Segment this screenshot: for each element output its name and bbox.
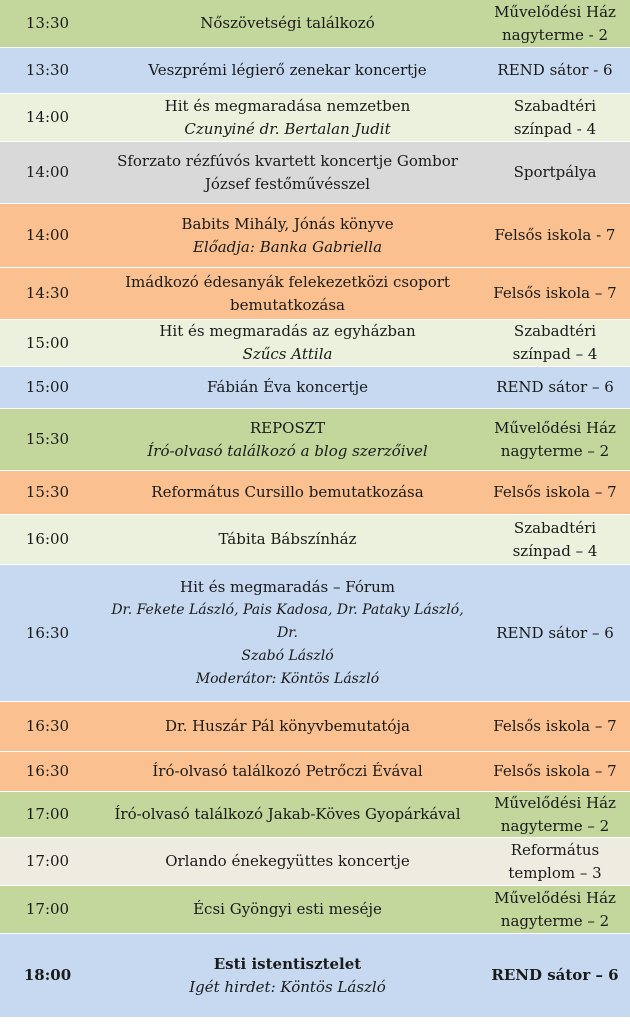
venue-line: Szabadtéri [513,518,597,537]
table-row [0,367,630,409]
event-time: 14:00 [25,163,70,181]
venue-cell [480,964,630,987]
event-cell [95,213,480,259]
venue-line: Művelődési Ház [494,418,616,437]
table-row [0,0,630,48]
event-detail-line: Dr. Fekete László, Pais Kadosa, Dr. Pataky László, Dr. [111,601,464,641]
venue-cell [480,59,630,82]
venue-cell [480,792,630,838]
venue-cell [480,320,630,366]
event-time: 14:00 [25,108,70,126]
venue-cell [480,760,630,783]
table-row [0,471,630,515]
table-row [0,409,630,471]
event-cell [95,320,480,366]
venue-line: Sportpálya [513,163,597,181]
venue-line: Szabadtéri [513,322,597,340]
event-title: Babits Mihály, Jónás könyve [181,214,394,233]
event-title-line: Imádkozó édesanyák felekezetközi csoport [125,272,450,291]
venue-cell [480,839,630,885]
venue-cell [480,517,630,563]
event-cell [95,59,480,82]
venue-cell [480,282,630,305]
event-time: 18:00 [23,966,72,984]
event-title: Hit és megmaradása nemzetben [164,96,411,115]
table-row [0,886,630,934]
event-cell [95,150,480,196]
event-cell [95,528,480,551]
event-title-line: Sforzato rézfúvós kvartett koncertje Gombor [117,151,458,170]
event-cell [95,576,480,691]
venue-cell [480,376,630,399]
event-cell [95,417,480,463]
event-title: Orlando énekegyüttes koncertje [165,852,410,870]
event-time: 16:00 [25,530,70,548]
table-row [0,792,630,838]
event-title: Református Cursillo bemutatkozása [151,483,424,501]
venue-line: Református [510,840,600,859]
venue-line: Felsős iskola – 7 [493,483,617,501]
event-cell [95,12,480,35]
event-time: 17:00 [25,852,70,870]
event-cell [95,898,480,921]
venue-cell [480,481,630,504]
event-title: Nőszövetségi találkozó [200,14,375,32]
table-row [0,565,630,702]
table-row [0,838,630,886]
event-cell [95,850,480,873]
event-title: Dr. Huszár Pál könyvbemutatója [165,717,410,735]
venue-line: nagyterme – 2 [500,441,610,460]
venue-line: nagyterme – 2 [500,911,610,930]
event-title: Tábita Bábszínház [218,530,357,548]
venue-line: Művelődési Ház [494,2,616,21]
venue-line: Felsős iskola – 7 [493,717,617,735]
event-detail-line: Szabó László [241,647,334,664]
venue-line: templom – 3 [508,863,602,882]
event-title: Veszprémi légierő zenekar koncertje [148,61,427,79]
event-subtitle: Író-olvasó találkozó a blog szerzőivel [147,441,428,460]
venue-line: REND sátor – 6 [496,623,614,642]
table-row [0,204,630,268]
venue-line: Felsős iskola – 7 [493,762,617,780]
table-row [0,268,630,320]
event-subtitle: Igét hirdet: Köntös László [189,977,386,996]
venue-line: REND sátor - 6 [497,61,613,79]
venue-cell [480,161,630,184]
table-row [0,934,630,1018]
venue-cell [480,887,630,933]
event-subtitle: Szűcs Attila [242,345,333,363]
venue-line: REND sátor – 6 [491,966,619,984]
table-row [0,702,630,752]
event-title: Író-olvasó találkozó Petrőczi Évával [152,762,423,780]
event-cell [95,760,480,783]
event-title: Író-olvasó találkozó Jakab-Köves Gyopárkával [114,805,461,823]
event-title: REPOSZT [249,418,326,437]
venue-line: Szabadtéri [513,96,597,115]
event-time: 17:00 [25,805,70,823]
venue-line: Művelődési Ház [494,793,616,812]
venue-line: Felsős iskola - 7 [494,226,616,244]
event-title-line: bemutatkozása [230,295,345,314]
event-time: 16:30 [25,717,70,735]
venue-cell [480,224,630,247]
event-cell [95,271,480,317]
event-time: 13:30 [25,61,70,79]
table-row [0,752,630,792]
event-time: 16:30 [25,623,70,642]
venue-cell [480,715,630,738]
event-title: Hit és megmaradás az egyházban [159,322,416,340]
venue-line: színpad – 4 [512,541,598,560]
event-cell [95,376,480,399]
venue-cell [480,1,630,47]
table-row [0,94,630,142]
table-row [0,142,630,204]
venue-cell [480,622,630,645]
table-row [0,515,630,565]
venue-line: színpad - 4 [513,119,597,138]
event-time: 13:30 [25,14,70,32]
venue-line: Felsős iskola – 7 [493,284,617,302]
event-cell [95,95,480,141]
event-title: Écsi Gyöngyi esti meséje [193,900,382,918]
venue-line: REND sátor – 6 [496,378,614,396]
event-time: 15:30 [25,430,70,448]
venue-cell [480,95,630,141]
event-title: Fábián Éva koncertje [206,378,369,396]
table-row [0,320,630,367]
venue-line: nagyterme – 2 [500,816,610,835]
event-time: 16:30 [25,762,70,780]
table-row [0,48,630,94]
event-subtitle: Czunyiné dr. Bertalan Judit [184,119,391,138]
venue-line: színpad – 4 [512,345,598,363]
event-time: 14:30 [25,284,70,302]
event-cell [95,803,480,826]
event-title: Esti istentisztelet [213,954,362,973]
event-time: 14:00 [25,226,70,244]
venue-cell [480,417,630,463]
event-detail-line: Moderátor: Köntös László [195,670,380,687]
event-time: 17:00 [25,900,70,918]
event-title: Hit és megmaradás – Fórum [180,577,395,596]
event-cell [95,953,480,999]
event-title-line: József festőművésszel [204,174,371,193]
event-cell [95,481,480,504]
venue-line: Művelődési Ház [494,888,616,907]
event-cell [95,715,480,738]
venue-line: nagyterme - 2 [501,25,608,44]
event-time: 15:30 [25,483,70,501]
event-time: 15:00 [25,378,70,396]
event-time: 15:00 [25,333,70,352]
event-subtitle: Előadja: Banka Gabriella [192,237,383,256]
